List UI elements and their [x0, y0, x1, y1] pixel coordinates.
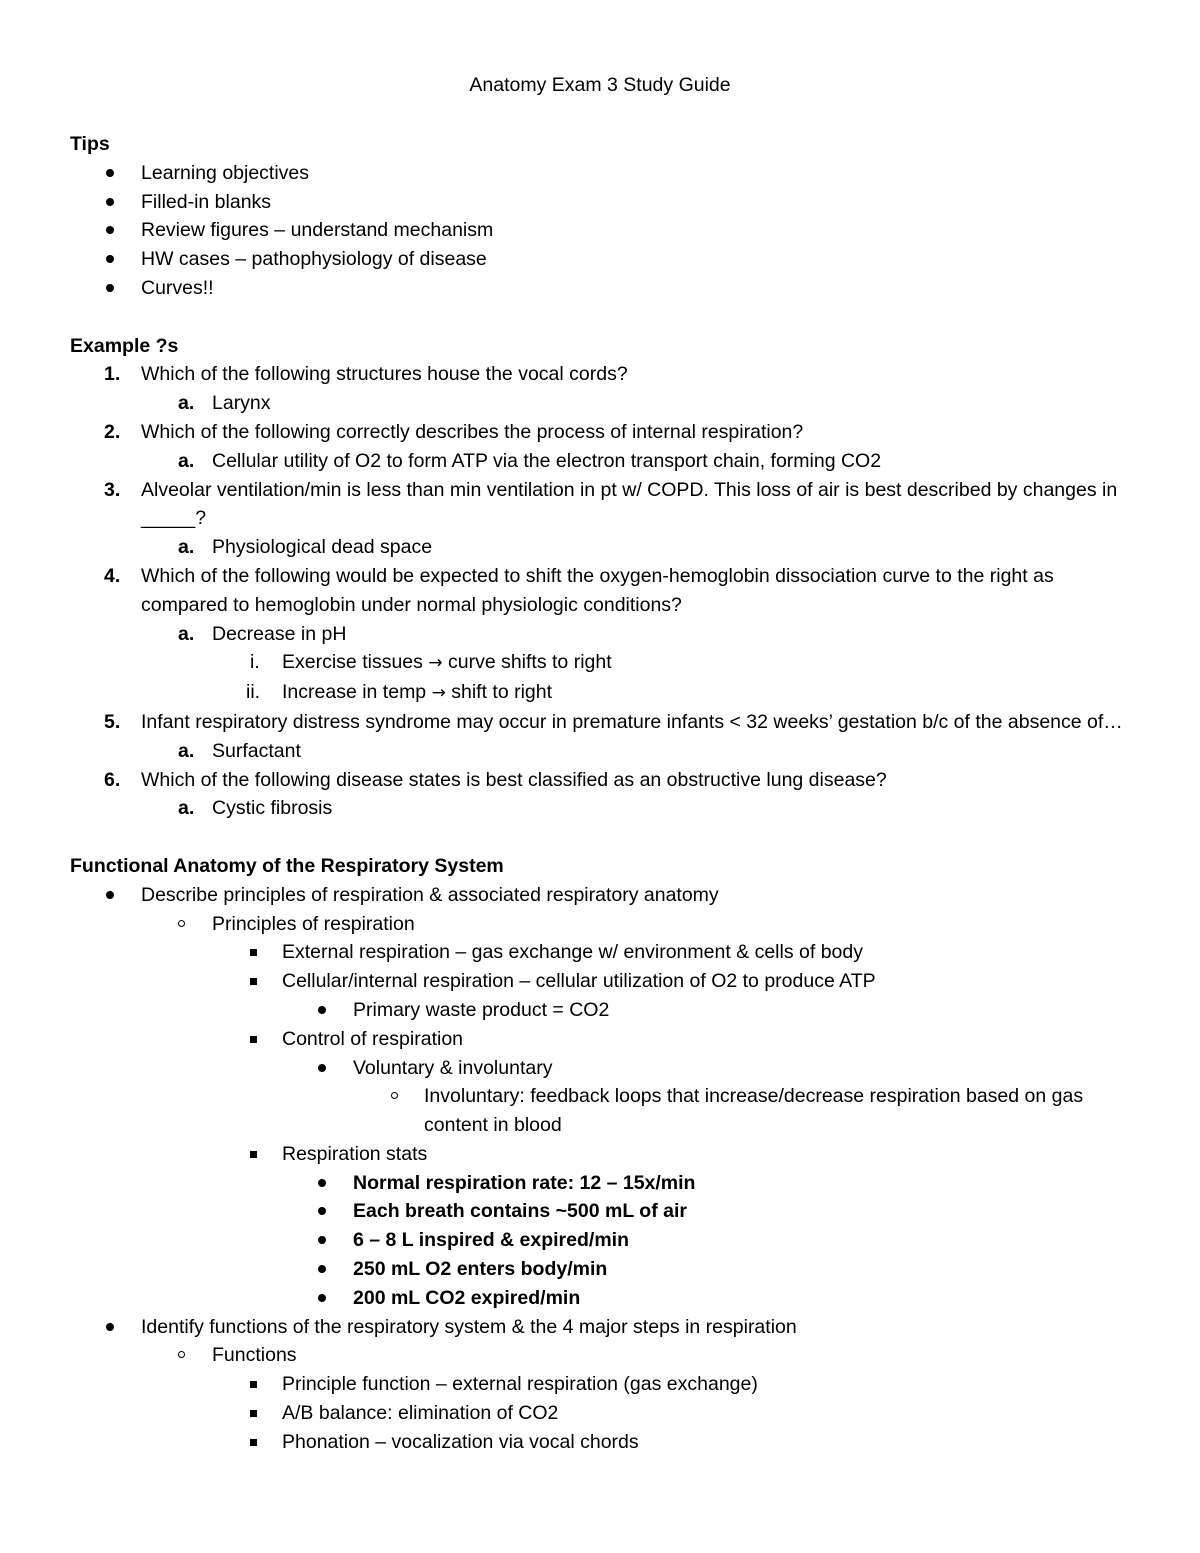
circle-bullet-icon: [391, 1092, 398, 1099]
circle-bullet-icon: [178, 920, 185, 927]
square-bullet-icon: [250, 978, 257, 985]
question-text: Which of the following disease states is best classified as an obstructive lung disease?: [141, 768, 887, 791]
sub-answer-item: i. Exercise tissues → curve shifts to right: [70, 648, 1130, 678]
bullet-icon: [318, 1064, 326, 1072]
question-item: [70, 360, 1130, 389]
question-text: Which of the following correctly describes the process of internal respiration?: [141, 420, 804, 443]
stat-item: 200 mL CO2 expired/min: [70, 1284, 1130, 1313]
stat-item: 250 mL O2 enters body/min: [70, 1255, 1130, 1284]
outline-item: Principle function – external respiration (gas exchange): [70, 1370, 1130, 1399]
answer-item: [70, 620, 1130, 649]
bullet-icon: [106, 169, 114, 177]
outline-item: Control of respiration: [70, 1025, 1130, 1054]
answer-marker: a.: [178, 536, 195, 559]
bullet-icon: [106, 226, 114, 234]
question-item: [70, 562, 1130, 620]
document-title: Anatomy Exam 3 Study Guide: [469, 74, 731, 96]
square-bullet-icon: [250, 1151, 257, 1158]
question-item: [70, 476, 1130, 534]
outline-item: Principles of respiration: [70, 910, 1130, 939]
answer-marker: a.: [178, 449, 195, 472]
square-bullet-icon: [250, 1410, 257, 1417]
question-text: Which of the following structures house the vocal cords?: [141, 363, 628, 386]
question-text: Alveolar ventilation/min is less than min ventilation in pt w/ COPD. This loss of air is best described by changes in _____?: [141, 478, 1118, 530]
answer-item: [70, 794, 1130, 823]
bullet-icon: [318, 1236, 326, 1244]
sub-answer-item: ii. Increase in temp → shift to right: [70, 678, 1130, 708]
stat-item: 6 – 8 L inspired & expired/min: [70, 1226, 1130, 1255]
tips-item: Curves!!: [70, 274, 1130, 303]
objective-item: Identify functions of the respiratory system & the 4 major steps in respiration: [70, 1313, 1130, 1342]
square-bullet-icon: [250, 1381, 257, 1388]
roman-marker: i.: [250, 651, 260, 674]
question-number: 5.: [104, 710, 121, 733]
question-item: [70, 418, 1130, 447]
answer-text: Decrease in pH: [212, 622, 347, 645]
arrow-right-icon: →: [431, 683, 446, 704]
question-number: 6.: [104, 768, 121, 791]
answer-text: Cystic fibrosis: [212, 797, 333, 820]
square-bullet-icon: [250, 1439, 257, 1446]
bullet-icon: [106, 284, 114, 292]
bullet-icon: [106, 1323, 114, 1331]
square-bullet-icon: [250, 1036, 257, 1043]
outline-item: Cellular/internal respiration – cellular utilization of O2 to produce ATP: [70, 967, 1130, 996]
outline-item: Respiration stats: [70, 1140, 1130, 1169]
bullet-icon: [106, 198, 114, 206]
stat-item: Each breath contains ~500 mL of air: [70, 1197, 1130, 1226]
stat-item: Normal respiration rate: 12 – 15x/min: [70, 1169, 1130, 1198]
bullet-icon: [318, 1294, 326, 1302]
question-number: 3.: [104, 478, 121, 501]
tips-heading: Tips: [70, 133, 110, 155]
answer-item: [70, 447, 1130, 476]
bullet-icon: [318, 1006, 326, 1014]
answer-item: [70, 737, 1130, 766]
question-text: Infant respiratory distress syndrome may occur in premature infants < 32 weeks’ gestation b/c of the absence of…: [141, 710, 1123, 733]
outline-item: Primary waste product = CO2: [70, 996, 1130, 1025]
tips-item: Review figures – understand mechanism: [70, 216, 1130, 245]
bullet-icon: [318, 1179, 326, 1187]
answer-text: Cellular utility of O2 to form ATP via the electron transport chain, forming CO2: [212, 449, 882, 472]
bullet-icon: [318, 1207, 326, 1215]
tips-item: Filled-in blanks: [70, 188, 1130, 217]
bullet-icon: [106, 255, 114, 263]
question-text: Which of the following would be expected to shift the oxygen-hemoglobin dissociation curve to the right as compared to hemoglobin under normal physiologic conditions?: [141, 564, 1054, 616]
document-body: [70, 130, 1130, 1457]
answer-item: [70, 533, 1130, 562]
outline-item: External respiration – gas exchange w/ environment & cells of body: [70, 938, 1130, 967]
question-item: [70, 766, 1130, 795]
answer-text: Physiological dead space: [212, 536, 433, 559]
tips-item: Learning objectives: [70, 159, 1130, 188]
answer-text: Larynx: [212, 392, 271, 415]
answer-text: Surfactant: [212, 739, 301, 762]
question-number: 1.: [104, 363, 121, 386]
outline-item: A/B balance: elimination of CO2: [70, 1399, 1130, 1428]
arrow-right-icon: →: [428, 653, 443, 674]
bullet-icon: [318, 1265, 326, 1273]
answer-marker: a.: [178, 739, 195, 762]
examples-heading: Example ?s: [70, 334, 179, 357]
question-number: 4.: [104, 564, 121, 587]
tips-item: HW cases – pathophysiology of disease: [70, 245, 1130, 274]
roman-marker: ii.: [246, 681, 261, 704]
bullet-icon: [106, 891, 114, 899]
objective-item: Describe principles of respiration & associated respiratory anatomy: [70, 881, 1130, 910]
section-heading: Functional Anatomy of the Respiratory System: [70, 854, 504, 877]
answer-marker: a.: [178, 797, 195, 820]
circle-bullet-icon: [178, 1351, 185, 1358]
outline-item: Functions: [70, 1341, 1130, 1370]
square-bullet-icon: [250, 949, 257, 956]
answer-marker: a.: [178, 392, 195, 415]
outline-item: Voluntary & involuntary: [70, 1054, 1130, 1083]
question-number: 2.: [104, 420, 121, 443]
answer-item: [70, 389, 1130, 418]
answer-marker: a.: [178, 622, 195, 645]
outline-item: Phonation – vocalization via vocal chords: [70, 1428, 1130, 1457]
question-item: [70, 708, 1130, 737]
outline-item: Involuntary: feedback loops that increase/decrease respiration based on gas content in blood: [70, 1082, 1130, 1140]
